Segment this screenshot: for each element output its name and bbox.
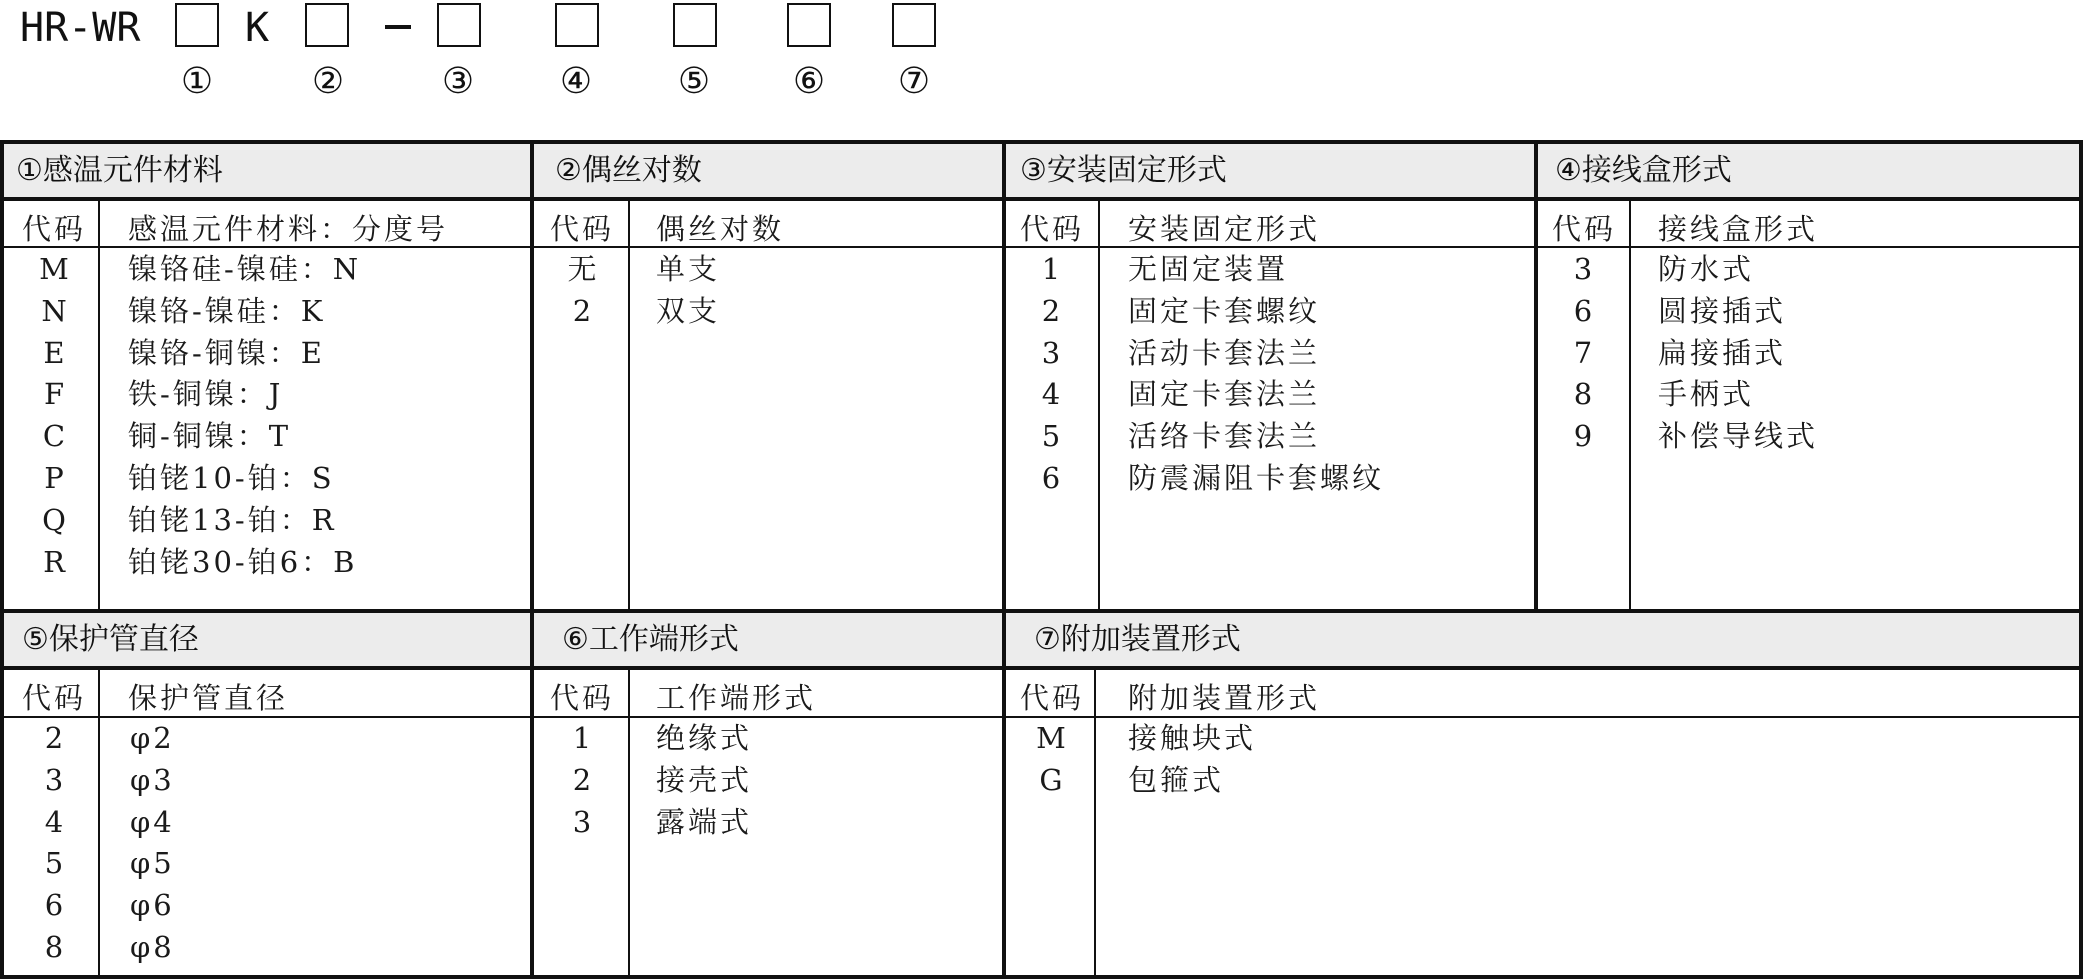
desc-list [128, 249, 361, 583]
code-header: 代码 [550, 212, 615, 246]
desc-cell: 单支 [656, 252, 721, 286]
position-marker-5: ⑤ [677, 61, 711, 102]
desc-header: 附加装置形式 [1128, 681, 1321, 715]
code-cell: F [43, 377, 65, 412]
position-marker-1: ① [180, 61, 214, 102]
desc-cell: 铂铑13-铂：R [128, 502, 337, 537]
desc-list [656, 718, 752, 843]
code-cell: 6 [1041, 460, 1061, 495]
rule-s2 [628, 199, 630, 611]
desc-cell: 接壳式 [656, 762, 753, 797]
model-prefix: HR-WR [20, 5, 141, 51]
code-box-3 [437, 3, 481, 47]
code-box-2 [305, 3, 349, 47]
desc-cell: 露端式 [656, 804, 753, 839]
code-box-6 [787, 3, 831, 47]
section-title: ③安装固定形式 [1020, 153, 1227, 188]
rule-s4 [1629, 199, 1631, 611]
position-marker-4: ④ [559, 61, 593, 102]
rule-s3 [1098, 199, 1100, 611]
code-cell: R [43, 544, 65, 579]
desc-header: 偶丝对数 [656, 212, 785, 246]
desc-cell: 防水式 [1658, 252, 1755, 286]
position-marker-3: ③ [441, 61, 475, 102]
desc-cell: 镍铬硅-镍硅：N [128, 252, 362, 286]
code-cell: 5 [1041, 419, 1061, 454]
code-box-5 [673, 3, 717, 47]
code-list [14, 718, 94, 969]
code-cell: 3 [1041, 335, 1061, 370]
position-marker-2: ② [311, 61, 345, 102]
desc-cell: 包箍式 [1128, 762, 1225, 797]
desc-cell: 补偿导线式 [1658, 419, 1819, 454]
divider-col-3 [1534, 140, 1538, 613]
divider-bottom-header [0, 666, 2083, 670]
code-cell: 2 [572, 762, 592, 797]
desc-cell: 活动卡套法兰 [1128, 335, 1321, 370]
section-title: ①感温元件材料 [16, 153, 223, 188]
desc-cell: 双支 [656, 293, 721, 328]
desc-header: 接线盒形式 [1658, 212, 1819, 246]
code-box-4 [555, 3, 599, 47]
desc-cell: 圆接插式 [1658, 293, 1787, 328]
code-header: 代码 [1552, 212, 1617, 246]
code-cell: 3 [44, 762, 64, 797]
desc-list [1658, 249, 1818, 458]
code-cell: 3 [1573, 252, 1593, 286]
rule-s5 [98, 668, 100, 979]
code-cell: 7 [1573, 335, 1593, 370]
desc-cell: 铁-铜镍：J [128, 377, 284, 412]
desc-cell: 铂铑10-铂：S [128, 460, 335, 495]
model-k-letter: K [245, 5, 270, 51]
code-box-7 [892, 3, 936, 47]
desc-list [1128, 249, 1384, 500]
desc-cell: 手柄式 [1658, 377, 1755, 412]
desc-cell: 固定卡套螺纹 [1128, 293, 1321, 328]
code-cell: 1 [572, 721, 592, 755]
code-list [1012, 249, 1090, 500]
desc-cell: 无固定装置 [1128, 252, 1289, 286]
code-cell: 2 [572, 293, 592, 328]
desc-cell: 防震漏阻卡套螺纹 [1128, 460, 1385, 495]
code-cell: 6 [44, 888, 64, 923]
desc-cell: 接触块式 [1128, 721, 1257, 755]
section-title: ④接线盒形式 [1555, 153, 1732, 188]
divider-middle [0, 609, 2083, 613]
code-dash [385, 25, 411, 29]
desc-list [656, 249, 720, 333]
desc-header: 感温元件材料：分度号 [128, 212, 449, 246]
desc-cell: φ5 [130, 846, 175, 881]
desc-cell: φ2 [130, 721, 175, 755]
code-list [1544, 249, 1622, 458]
desc-cell: 铂铑30-铂6：B [128, 544, 358, 579]
desc-header: 工作端形式 [656, 681, 817, 715]
section-title: ②偶丝对数 [555, 153, 702, 188]
desc-cell: φ6 [130, 888, 175, 923]
code-cell: 无 [567, 252, 597, 286]
section-title: ⑤保护管直径 [22, 622, 199, 657]
divider-col-1 [530, 140, 534, 979]
desc-cell: 固定卡套法兰 [1128, 377, 1321, 412]
code-cell: 2 [44, 721, 64, 755]
code-cell: N [41, 293, 67, 328]
code-cell: 6 [1573, 293, 1593, 328]
code-cell: 4 [1041, 377, 1061, 412]
code-cell: 2 [1041, 293, 1061, 328]
code-list [14, 249, 94, 583]
code-cell: 1 [1041, 252, 1061, 286]
desc-list [1128, 718, 1256, 802]
code-cell: Q [42, 502, 66, 537]
code-cell: 4 [44, 804, 64, 839]
position-marker-7: ⑦ [897, 61, 931, 102]
code-header: 代码 [550, 681, 615, 715]
rule-s6 [628, 668, 630, 979]
divider-top-header [0, 197, 2083, 201]
rule-s7 [1094, 668, 1096, 979]
code-cell: 8 [1573, 377, 1593, 412]
code-cell: P [44, 460, 64, 495]
desc-list [130, 718, 175, 969]
code-cell: 8 [44, 929, 64, 964]
code-header: 代码 [1020, 212, 1085, 246]
desc-cell: 镍铬-镍硅：K [128, 293, 326, 328]
code-list [542, 718, 622, 843]
code-cell: G [1039, 762, 1063, 797]
code-box-1 [175, 3, 219, 47]
divider-col-2 [1002, 140, 1006, 979]
code-list [1012, 718, 1090, 802]
desc-cell: 镍铬-铜镍：E [128, 335, 325, 370]
desc-cell: φ4 [130, 804, 175, 839]
desc-cell: 铜-铜镍：T [128, 419, 292, 454]
code-cell: M [1036, 721, 1066, 755]
desc-cell: 绝缘式 [656, 721, 753, 755]
section-title: ⑦附加装置形式 [1034, 622, 1241, 657]
desc-header: 保护管直径 [128, 681, 289, 715]
desc-cell: φ8 [130, 929, 175, 964]
rule-s1 [98, 199, 100, 611]
desc-header: 安装固定形式 [1128, 212, 1321, 246]
code-header: 代码 [22, 681, 87, 715]
section-title: ⑥工作端形式 [562, 622, 739, 657]
code-header: 代码 [22, 212, 87, 246]
code-cell: E [43, 335, 65, 370]
code-cell: 5 [44, 846, 64, 881]
desc-cell: 扁接插式 [1658, 335, 1787, 370]
code-header: 代码 [1020, 681, 1085, 715]
code-list [542, 249, 622, 333]
position-marker-6: ⑥ [792, 61, 826, 102]
desc-cell: 活络卡套法兰 [1128, 419, 1321, 454]
code-cell: 9 [1573, 419, 1593, 454]
code-cell: C [42, 419, 66, 454]
code-cell: M [39, 252, 69, 286]
code-cell: 3 [572, 804, 592, 839]
desc-cell: φ3 [130, 762, 175, 797]
